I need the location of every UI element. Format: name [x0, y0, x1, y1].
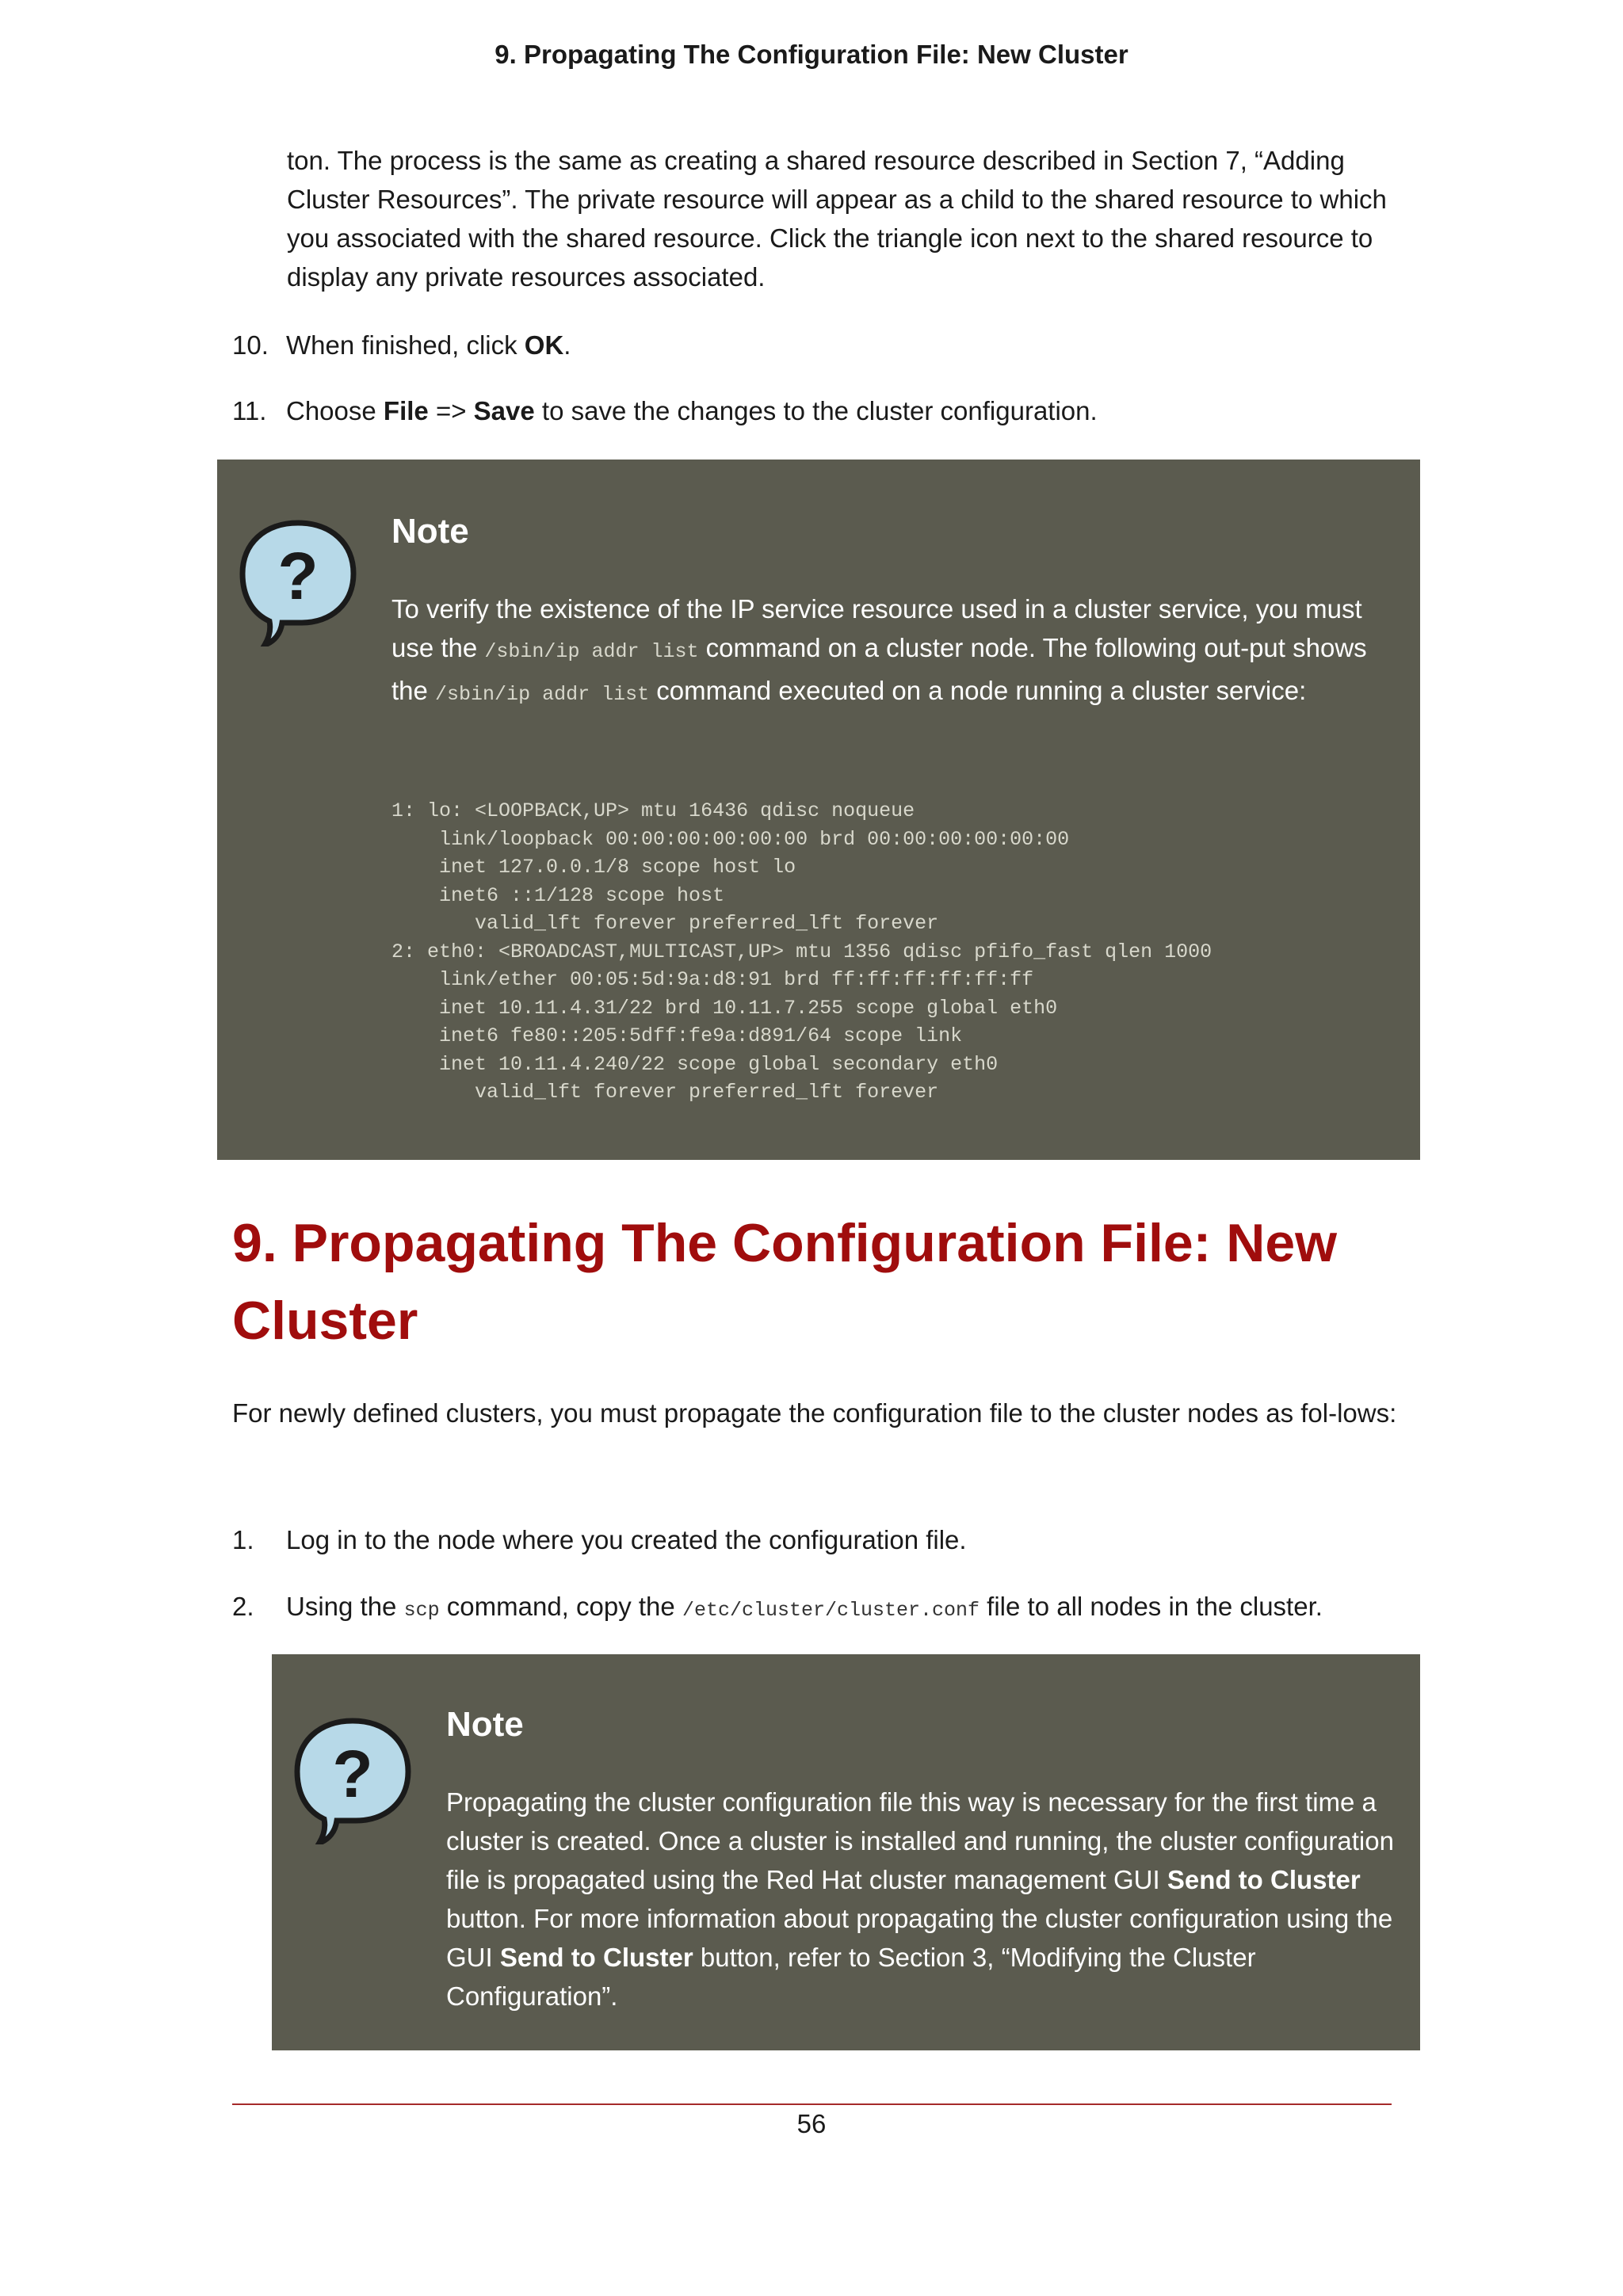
inline-code: /etc/cluster/cluster.conf — [682, 1599, 980, 1622]
running-header: 9. Propagating The Configuration File: New Cluster — [495, 40, 1128, 69]
continuation-paragraph: ton. The process is the same as creating a shared resource described in Section 7, “Adding Cluster Resources”. The private resource will appear as a child to the shared resource to which you associated with the shared resource. Click the triangle icon next to the shared resource to display any private resources associated. — [287, 146, 1387, 292]
inline-code: /sbin/ip addr list — [435, 683, 650, 706]
page-number: 56 — [796, 2109, 827, 2138]
note-body: Propagating the cluster configuration file this way is necessary for the first time a cluster is created. Once a cluster is installed and running, the cluster configuration file is propagated using the Red Hat cluster management GUI Send to Cluster button. For more information about propagating the cluster configuration using the GUI Send to Cluster button, refer to Section 3, “Modifying the Cluster Configuration”. — [446, 1787, 1394, 2011]
list-number: 10. — [232, 330, 269, 360]
list-number: 11. — [232, 396, 267, 425]
ok-label: OK — [524, 330, 564, 360]
footer-divider — [232, 2103, 1392, 2105]
list-text: When finished, click OK. — [286, 330, 571, 360]
list-number: 2. — [232, 1592, 254, 1621]
note-box — [272, 1654, 1420, 2050]
inline-code: /sbin/ip addr list — [484, 640, 699, 663]
list-number: 1. — [232, 1525, 254, 1554]
inline-code: scp — [403, 1599, 440, 1622]
list-text: Choose File => Save to save the changes to the cluster configuration. — [286, 396, 1098, 425]
note-title: Note — [391, 512, 469, 551]
note-box — [217, 460, 1420, 1160]
send-to-cluster-label: Send to Cluster — [499, 1943, 693, 1972]
code-block: 1: lo: <LOOPBACK,UP> mtu 16436 qdisc noqueue link/loopback 00:00:00:00:00:00 brd 00:00:00:00:00:00 inet 127.0.0.1/8 scope host lo inet6 ::1/128 scope host valid_lft forever preferred_lft forever 2: eth0: <BROADCAST,MULTICAST,UP> mtu 1356 qdisc pfifo_fast qlen 1000 link/ether 00:05:5d:9a:d8:91 brd ff:ff:ff:ff:ff:ff inet 10.11.4.31/22 brd 10.11.7.255 scope global eth0 inet6 fe80::205:5dff:fe9a:d891/64 scope link inet 10.11.4.240/22 scope global secondary eth0 valid_lft forever preferred_lft forever — [391, 799, 1212, 1104]
list-text: Using the scp command, copy the /etc/cluster/cluster.conf file to all nodes in the cluster. — [286, 1592, 1323, 1622]
list-text: Log in to the node where you created the configuration file. — [286, 1525, 967, 1554]
section-heading: 9. Propagating The Configuration File: New Cluster — [232, 1213, 1338, 1351]
section-intro: For newly defined clusters, you must propagate the configuration file to the cluster nodes as fol-lows: — [232, 1398, 1397, 1428]
note-title: Note — [446, 1705, 524, 1744]
note-body: To verify the existence of the IP service resource used in a cluster service, you must use the /sbin/ip addr list command on a cluster node. The following out-put shows the /sbin/ip addr list command executed on a node running a cluster service: — [391, 594, 1367, 706]
question-icon — [238, 518, 358, 646]
question-icon — [292, 1716, 413, 1844]
file-menu-label: File — [383, 396, 429, 425]
svg-text:?: ? — [277, 539, 319, 613]
send-to-cluster-label: Send to Cluster — [1167, 1865, 1361, 1894]
save-menu-label: Save — [473, 396, 535, 425]
svg-text:?: ? — [332, 1737, 373, 1811]
